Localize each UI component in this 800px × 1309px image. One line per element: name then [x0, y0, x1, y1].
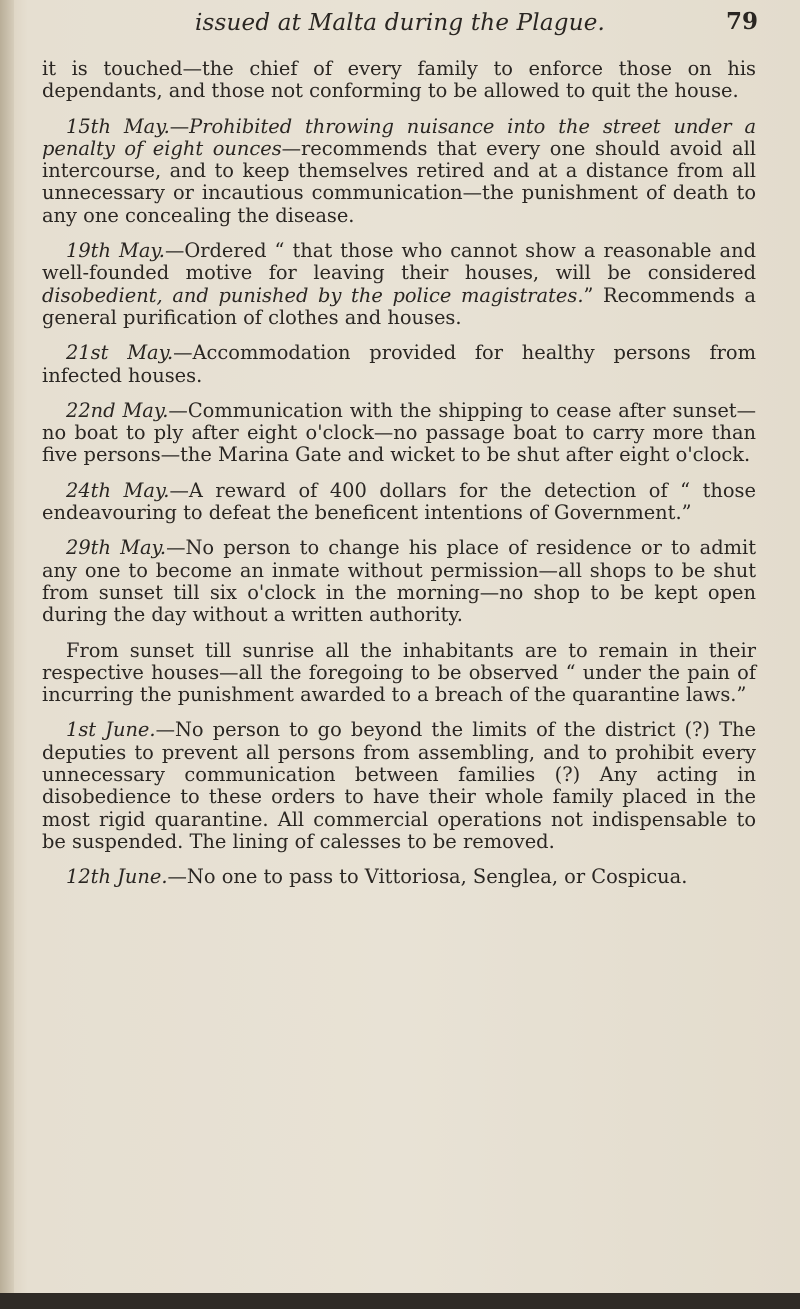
entry-date: 24th May.: [66, 478, 170, 502]
page-number: 79: [725, 8, 758, 35]
entry-19th-may: [42, 240, 756, 329]
entry-text: —Accommodation provided for healthy persons from infected houses.: [42, 341, 756, 387]
entry-date: 12th June.: [66, 865, 168, 889]
entry-text: —Ordered “ that those who cannot show a reasonable and well-founded motive for leaving their houses, will be considered: [42, 239, 757, 285]
paragraph-curfew: [42, 640, 756, 707]
entry-12th-june: [42, 866, 756, 888]
entry-15th-may: [42, 116, 756, 227]
paragraph: [42, 58, 756, 103]
binding-gutter: [0, 0, 14, 1309]
entry-date: 19th May.: [66, 239, 165, 263]
entry-text-continued: —recommends that every one should avoid all intercourse, and to keep themselves retired and at a distance from all unnecessary or incautious communication—the punishment of death to any one concealing the disease.: [42, 136, 756, 227]
entry-date: 15th May.: [66, 114, 170, 138]
entry-1st-june: [42, 719, 756, 853]
entry-emphasis: Prohibited throwing nuisance into the street under a penalty of eight ounces: [42, 114, 757, 160]
entry-date: 29th May.: [66, 536, 167, 560]
entry-22nd-may: [42, 400, 756, 467]
entry-29th-may: [42, 537, 756, 626]
entry-date: 22nd May.: [66, 398, 169, 422]
entry-21st-may: [42, 342, 756, 387]
page-body: [42, 58, 756, 902]
entry-24th-may: [42, 480, 756, 525]
page-bottom-edge: [0, 1293, 800, 1309]
entry-date: 1st June.: [66, 718, 156, 742]
entry-text: —A reward of 400 dollars for the detection of “ those endeavouring to defeat the beneficent intentions of Government.”: [42, 478, 756, 525]
paragraph-text: it is touched—the chief of every family to enforce those on his dependants, and those not conforming to be allowed to quit the house.: [42, 57, 756, 103]
entry-text: —No person to change his place of residence or to admit any one to become an inmate without permission—all shops to be shut from sunset till six o'clock in the morning—no shop to be kept open during the day without a written authority.: [42, 536, 756, 627]
entry-text-continued: ” Recommends a general purification of clothes and houses.: [42, 283, 756, 329]
entry-text: —No one to pass to Vittoriosa, Senglea, or Cospicua.: [167, 865, 688, 889]
entry-text: —Communication with the shipping to cease after sunset—no boat to ply after eight o'clock—no passage boat to carry more than five persons—the Marina Gate and wicket to be shut after eight o'clock.: [42, 398, 756, 467]
entry-text: —No person to go beyond the limits of the district (?) The deputies to prevent all persons from assembling, and to prohibit every unnecessary communication between families (?) Any acting in disobedience to these orders to have their whole family placed in the most rigid quarantine. All commercial operations not indispensable to be suspended. The lining of calesses to be removed.: [42, 718, 756, 853]
page-header: [40, 10, 760, 44]
entry-emphasis: disobedient, and punished by the police magistrates.: [42, 283, 584, 307]
paragraph-text: From sunset till sunrise all the inhabitants are to remain in their respective houses—all the foregoing to be observed “ under the pain of incurring the punishment awarded to a breach of the quarantine laws.”: [42, 638, 756, 707]
entry-text: —: [169, 114, 190, 138]
entry-date: 21st May.: [66, 341, 174, 365]
running-head: issued at Malta during the Plague.: [194, 10, 606, 36]
